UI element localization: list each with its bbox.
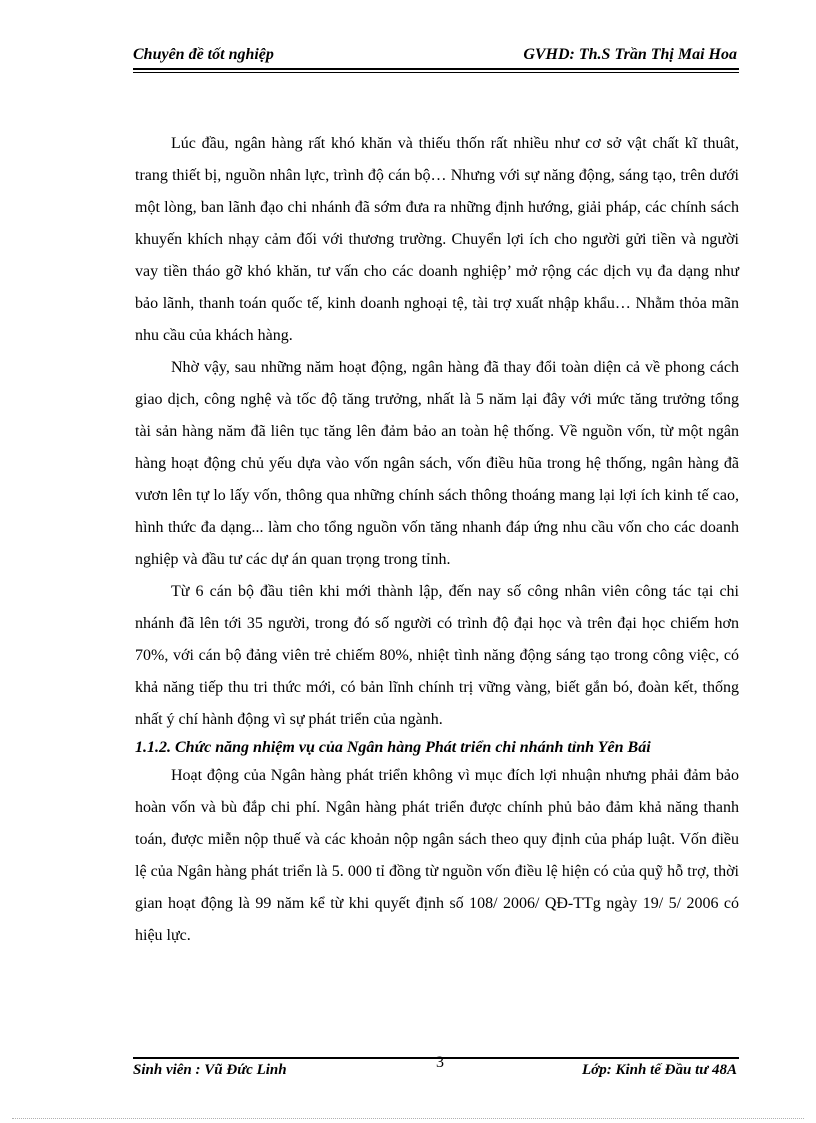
page-number: 3: [436, 1054, 444, 1071]
paragraph-2: Nhờ vậy, sau những năm hoạt động, ngân hàng đã thay đổi toàn diện cả về phong cách giao dịch, công nghệ và tốc độ tăng trưởng, nhất là 5 năm lại đây với mức tăng trưởng tổng tài sản hàng năm đã liên tục tăng lên đảm bảo an toàn hệ thống. Về nguồn vốn, từ một ngân hàng hoạt động chủ yếu dựa vào vốn ngân sách, vốn điều hũa trong hệ thống, ngân hàng đã vươn lên tự lo lấy vốn, thông qua những chính sách thông thoáng mang lại lợi ích kinh tế cao, hình thức đa dạng... làm cho tổng nguồn vốn tăng nhanh đáp ứng nhu cầu vốn cho các doanh nghiệp và đầu tư các dự án quan trọng trong tỉnh.: [135, 359, 739, 568]
page-edge-divider: [12, 1118, 804, 1119]
page-footer: [133, 1054, 739, 1084]
header-advisor: GVHD: Th.S Trần Thị Mai Hoa: [523, 46, 737, 63]
footer-class: Lớp: Kinh tế Đầu tư 48A: [582, 1062, 737, 1078]
paragraph-3: Từ 6 cán bộ đầu tiên khi mới thành lập, đến nay số công nhân viên công tác tại chi nhánh đã lên tới 35 người, trong đó số người có trình độ đại học và trên đại học chiếm hơn 70%, với cán bộ đảng viên trẻ chiếm 80%, nhiệt tình năng động sáng tạo trong công việc, có khả năng tiếp thu tri thức mới, có bản lĩnh chính trị vững vàng, biết gắn bó, đoàn kết, thống nhất ý chí hành động vì sự phát triển của ngành.: [135, 583, 739, 728]
page-header: [133, 44, 739, 70]
header-title: Chuyên đề tốt nghiệp: [133, 46, 274, 63]
section-heading: 1.1.2. Chức năng nhiệm vụ của Ngân hàng Phát triển chi nhánh tỉnh Yên Bái: [135, 739, 651, 756]
header-divider: [133, 72, 739, 73]
document-body: [135, 128, 739, 952]
section-paragraph: Hoạt động của Ngân hàng phát triển không vì mục đích lợi nhuận nhưng phải đảm bảo hoàn vốn và bù đắp chi phí. Ngân hàng phát triển được chính phủ bảo đảm khả năng thanh toán, được miễn nộp thuế và các khoản nộp ngân sách theo quy định của pháp luật. Vốn điều lệ của Ngân hàng phát triển là 5. 000 tỉ đồng từ nguồn vốn điều lệ hiện có của quỹ hỗ trợ, thời gian hoạt động là 99 năm kể từ khi quyết định số 108/ 2006/ QĐ-TTg ngày 19/ 5/ 2006 có hiệu lực.: [135, 767, 739, 944]
footer-student: Sinh viên : Vũ Đức Linh: [133, 1062, 287, 1078]
paragraph-1: Lúc đầu, ngân hàng rất khó khăn và thiếu thốn rất nhiều như cơ sở vật chất kĩ thuât, trang thiết bị, nguồn nhân lực, trình độ cán bộ… Nhưng với sự năng động, sáng tạo, trên dưới một lòng, ban lãnh đạo chi nhánh đã sớm đưa ra những định hướng, giải pháp, các chính sách khuyến khích nhạy cảm đối với thương trường. Chuyển lợi ích cho người gửi tiền và người vay tiền tháo gỡ khó khăn, tư vấn cho các doanh nghiệp’ mở rộng các dịch vụ đa dạng như bảo lãnh, thanh toán quốc tế, kinh doanh nghoại tệ, tài trợ xuất nhập khẩu… Nhằm thỏa mãn nhu cầu của khách hàng.: [135, 135, 739, 344]
